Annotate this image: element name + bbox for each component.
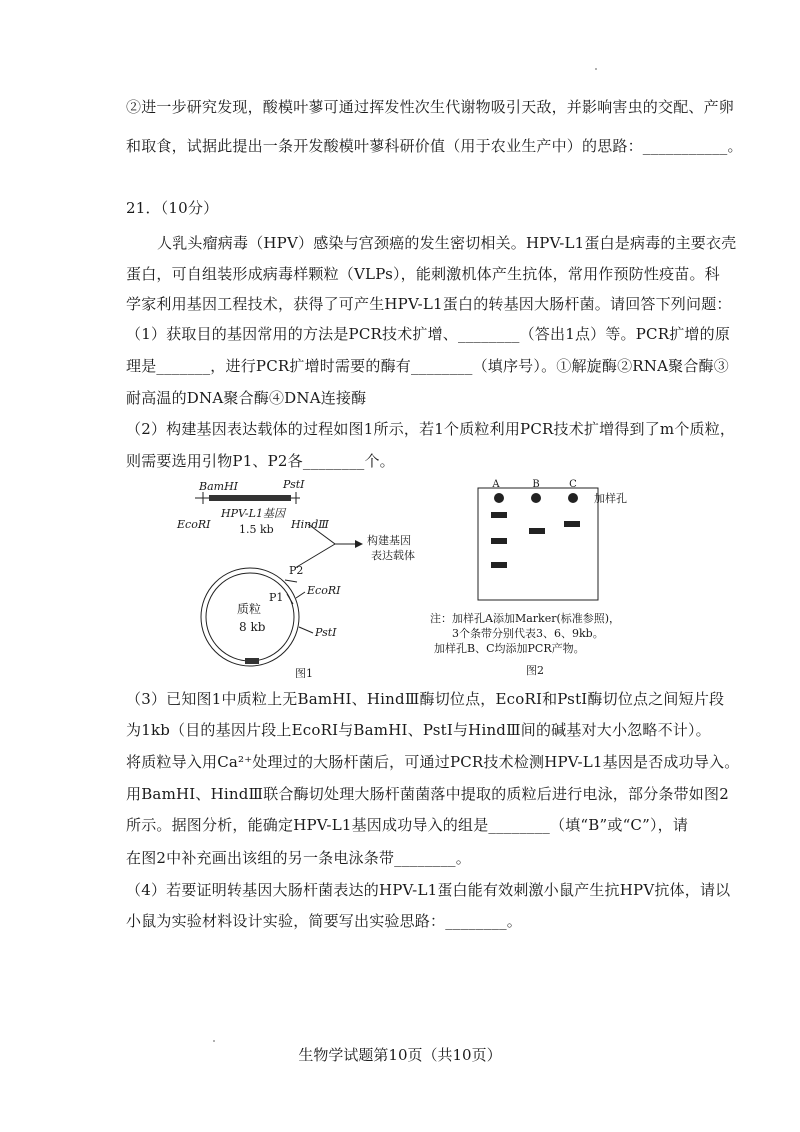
psti-plasmid-label: PstⅠ bbox=[315, 626, 337, 639]
ecori-left-label: EcoRⅠ bbox=[177, 518, 211, 531]
well-label: 加样孔 bbox=[594, 492, 627, 505]
band-a-3kb bbox=[491, 562, 507, 568]
lane-b-label: B bbox=[532, 479, 540, 490]
arrow-label-1: 构建基因 bbox=[367, 534, 411, 547]
text-line-16: 所示。据图分析，能确定HPV-L1基因成功导入的组是________（填“B”或“C”），请 bbox=[126, 816, 689, 834]
text-line-9: 耐高温的DNA聚合酶④DNA连接酶 bbox=[126, 389, 367, 407]
text-line-6: 学家利用基因工程技术，获得了可产生HPV-L1蛋白的转基因大肠杆菌。请回答下列问题： bbox=[126, 295, 732, 313]
text-line-17: 在图2中补充画出该组的另一条电泳条带________。 bbox=[126, 849, 471, 867]
scan-speck-bottom bbox=[213, 1040, 215, 1042]
figure-1-caption: 图1 bbox=[295, 667, 313, 678]
lane-c-label: C bbox=[569, 479, 577, 490]
plasmid-outer bbox=[201, 568, 299, 666]
psti-plasmid-line bbox=[299, 627, 313, 633]
page-footer: 生物学试题第10页（共10页） bbox=[298, 1046, 502, 1064]
text-line-2: 和取食，试据此提出一条开发酸模叶蓼科研价值（用于农业生产中）的思路：___________。 bbox=[126, 137, 743, 155]
p2-label: P2 bbox=[289, 564, 304, 577]
p1-label: P1 bbox=[269, 591, 284, 604]
scan-speck-top bbox=[595, 68, 597, 70]
text-line-11: 则需要选用引物P1、P2各________个。 bbox=[126, 452, 395, 470]
arrow-label-2: 表达载体 bbox=[371, 549, 415, 562]
band-a-9kb bbox=[491, 512, 507, 518]
ecori-plasmid-line bbox=[296, 592, 305, 598]
well-b bbox=[531, 493, 541, 503]
hindiii-label: HindⅢ bbox=[291, 518, 329, 531]
ecori-plasmid-label: EcoRⅠ bbox=[307, 584, 341, 597]
psti-top-label: PstⅠ bbox=[283, 478, 305, 491]
band-b bbox=[529, 528, 545, 534]
text-line-10: （2）构建基因表达载体的过程如图1所示，若1个质粒利用PCR技术扩增得到了m个质粒， bbox=[126, 420, 736, 438]
gel-note-1: 注：加样孔A添加Marker(标准参照)， bbox=[430, 612, 621, 625]
size-label: 1.5 kb bbox=[239, 523, 274, 536]
text-line-15: 用BamHⅠ、HindⅢ联合酶切处理大肠杆菌菌落中提取的质粒后进行电泳，部分条带如图2 bbox=[126, 785, 729, 803]
well-c bbox=[568, 493, 578, 503]
text-line-18: （4）若要证明转基因大肠杆菌表达的HPV-L1蛋白能有效刺激小鼠产生抗HPV抗体，请以 bbox=[126, 881, 731, 899]
text-line-8: 理是_______，进行PCR扩增时需要的酶有________（填序号）。①解旋酶②RNA聚合酶③ bbox=[126, 357, 729, 375]
text-line-14: 将质粒导入用Ca²⁺处理过的大肠杆菌后，可通过PCR技术检测HPV-L1基因是否成功导入。 bbox=[126, 753, 740, 771]
band-a-6kb bbox=[491, 538, 507, 544]
text-line-13: 为1kb（目的基因片段上EcoRⅠ与BamHⅠ、PstⅠ与HindⅢ间的碱基对大小忽略不计）。 bbox=[126, 721, 711, 739]
plasmid-marker bbox=[245, 658, 259, 664]
text-line-7: （1）获取目的基因常用的方法是PCR技术扩增、________（答出1点）等。PCR扩增的原 bbox=[126, 325, 731, 343]
gene-fragment-bar bbox=[209, 495, 291, 501]
plasmid-size: 8 kb bbox=[239, 620, 266, 634]
bamhi-label: BamHⅠ bbox=[199, 480, 239, 493]
construct-arrow-head bbox=[355, 540, 363, 548]
p2-arrow bbox=[285, 580, 297, 582]
gene-label: HPV-L1基因 bbox=[221, 507, 285, 520]
question-21-header: 21．（10分） bbox=[126, 199, 219, 217]
gel-note-3: 加样孔B、C均添加PCR产物。 bbox=[434, 642, 585, 655]
plasmid-inner bbox=[206, 573, 294, 661]
text-line-5: 蛋白，可自组装形成病毒样颗粒（VLPs），能刺激机体产生抗体，常用作预防性疫苗。科 bbox=[126, 265, 720, 283]
text-line-12: （3）已知图1中质粒上无BamHⅠ、HindⅢ酶切位点，EcoRⅠ和PstⅠ酶切位点之间短片段 bbox=[126, 690, 725, 708]
band-c bbox=[564, 521, 580, 527]
p1-arrow bbox=[287, 594, 293, 604]
figure-2 bbox=[430, 478, 650, 678]
plasmid-name: 质粒 bbox=[237, 602, 262, 616]
gel-note-2: 3个条带分别代表3、6、9kb。 bbox=[452, 627, 604, 640]
figure-1 bbox=[165, 478, 465, 678]
text-line-4: 人乳头瘤病毒（HPV）感染与宫颈癌的发生密切相关。HPV-L1蛋白是病毒的主要衣壳 bbox=[157, 234, 737, 252]
well-a bbox=[494, 493, 504, 503]
figure-2-caption: 图2 bbox=[526, 664, 544, 677]
text-line-1: ②进一步研究发现，酸模叶蓼可通过挥发性次生代谢物吸引天敌，并影响害虫的交配、产卵 bbox=[126, 98, 735, 116]
text-line-19: 小鼠为实验材料设计实验，简要写出实验思路：________。 bbox=[126, 912, 523, 930]
lane-a-label: A bbox=[492, 479, 500, 490]
